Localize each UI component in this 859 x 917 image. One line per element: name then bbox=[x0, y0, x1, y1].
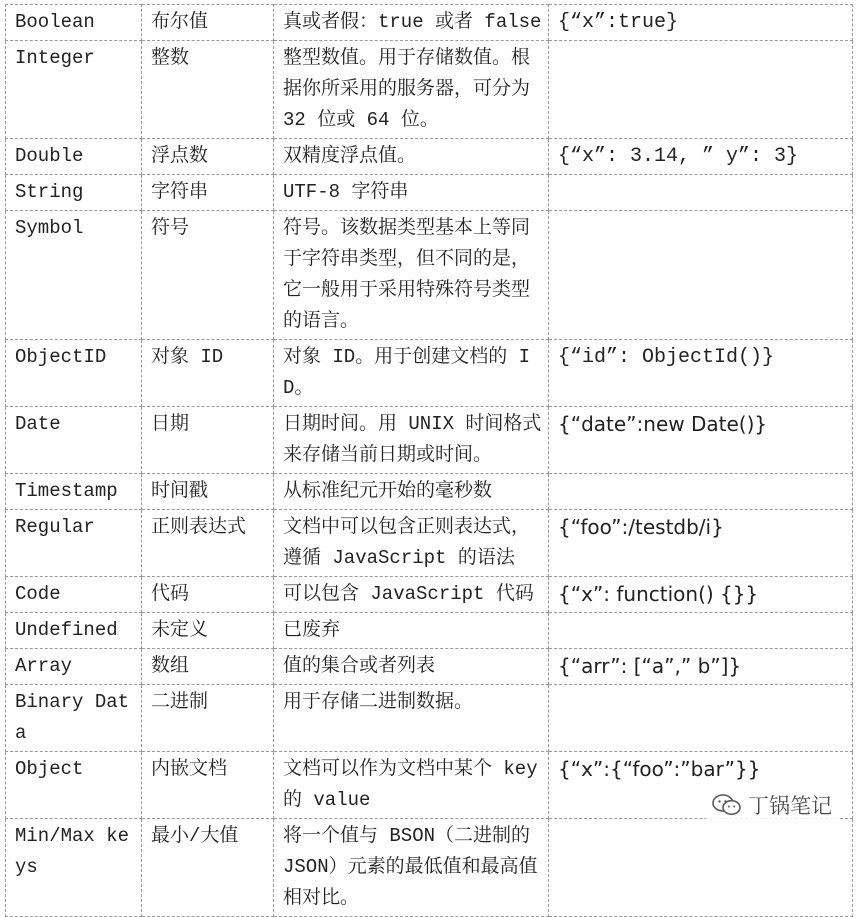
example-cell bbox=[549, 685, 853, 752]
type-cell: Binary Data bbox=[6, 685, 142, 752]
description-cell: 值的集合或者列表 bbox=[274, 649, 549, 685]
type-cell: Date bbox=[6, 407, 142, 474]
description-cell: UTF-8 字符串 bbox=[274, 175, 549, 211]
table-row bbox=[6, 340, 853, 407]
description-cell: 文档可以作为文档中某个 key 的 value bbox=[274, 752, 549, 819]
description-cell: 整型数值。用于存储数值。根据你所采用的服务器，可分为 32 位或 64 位。 bbox=[274, 41, 549, 139]
description-cell: 可以包含 JavaScript 代码 bbox=[274, 577, 549, 613]
example-cell: {“x”:true} bbox=[549, 5, 853, 41]
name-cell: 布尔值 bbox=[142, 5, 274, 41]
name-cell: 字符串 bbox=[142, 175, 274, 211]
table-row bbox=[6, 685, 853, 752]
type-cell: Undefined bbox=[6, 613, 142, 649]
description-cell: 将一个值与 BSON（二进制的 JSON）元素的最低值和最高值相对比。 bbox=[274, 819, 549, 917]
type-cell: String bbox=[6, 175, 142, 211]
example-cell bbox=[549, 175, 853, 211]
name-cell: 未定义 bbox=[142, 613, 274, 649]
example-cell: {“x”: function() {}} bbox=[549, 577, 853, 613]
example-cell: {“date”:new Date()} bbox=[549, 407, 853, 474]
example-cell bbox=[549, 474, 853, 510]
example-cell bbox=[549, 819, 853, 917]
table-row bbox=[6, 211, 853, 340]
name-cell: 代码 bbox=[142, 577, 274, 613]
type-cell: Double bbox=[6, 139, 142, 175]
name-cell: 整数 bbox=[142, 41, 274, 139]
bson-types-table bbox=[5, 4, 853, 917]
table-row bbox=[6, 474, 853, 510]
description-cell: 真或者假：true 或者 false bbox=[274, 5, 549, 41]
name-cell: 符号 bbox=[142, 211, 274, 340]
type-cell: Regular bbox=[6, 510, 142, 577]
example-cell: {“arr”: [“a”,” b”]} bbox=[549, 649, 853, 685]
description-cell: 日期时间。用 UNIX 时间格式来存储当前日期或时间。 bbox=[274, 407, 549, 474]
example-cell bbox=[549, 41, 853, 139]
name-cell: 二进制 bbox=[142, 685, 274, 752]
table-row bbox=[6, 175, 853, 211]
table-row bbox=[6, 819, 853, 917]
example-cell bbox=[549, 613, 853, 649]
description-cell: 对象 ID。用于创建文档的 ID。 bbox=[274, 340, 549, 407]
watermark-text: 丁锅笔记 bbox=[748, 794, 832, 818]
wechat-icon bbox=[712, 793, 742, 817]
type-cell: Symbol bbox=[6, 211, 142, 340]
name-cell: 正则表达式 bbox=[142, 510, 274, 577]
name-cell: 对象 ID bbox=[142, 340, 274, 407]
type-cell: ObjectID bbox=[6, 340, 142, 407]
name-cell: 最小/大值 bbox=[142, 819, 274, 917]
description-cell: 双精度浮点值。 bbox=[274, 139, 549, 175]
name-cell: 日期 bbox=[142, 407, 274, 474]
type-cell: Object bbox=[6, 752, 142, 819]
description-cell: 从标准纪元开始的毫秒数 bbox=[274, 474, 549, 510]
example-cell: {“id”: ObjectId()} bbox=[549, 340, 853, 407]
name-cell: 内嵌文档 bbox=[142, 752, 274, 819]
type-cell: Integer bbox=[6, 41, 142, 139]
description-cell: 用于存储二进制数据。 bbox=[274, 685, 549, 752]
description-cell: 已废弃 bbox=[274, 613, 549, 649]
example-cell: {“x”: 3.14, ” y”: 3} bbox=[549, 139, 853, 175]
type-cell: Boolean bbox=[6, 5, 142, 41]
type-cell: Array bbox=[6, 649, 142, 685]
description-cell: 符号。该数据类型基本上等同于字符串类型，但不同的是，它一般用于采用特殊符号类型的语言。 bbox=[274, 211, 549, 340]
table-row bbox=[6, 510, 853, 577]
table-row bbox=[6, 5, 853, 41]
table-row bbox=[6, 649, 853, 685]
table-row bbox=[6, 139, 853, 175]
example-cell: {“x”:{“foo”:”bar”}} bbox=[549, 752, 853, 819]
table-row bbox=[6, 41, 853, 139]
type-cell: Code bbox=[6, 577, 142, 613]
wechat-watermark bbox=[706, 788, 838, 822]
name-cell: 浮点数 bbox=[142, 139, 274, 175]
name-cell: 时间戳 bbox=[142, 474, 274, 510]
table-row bbox=[6, 613, 853, 649]
type-cell: Timestamp bbox=[6, 474, 142, 510]
example-cell bbox=[549, 211, 853, 340]
name-cell: 数组 bbox=[142, 649, 274, 685]
type-cell: Min/Max keys bbox=[6, 819, 142, 917]
description-cell: 文档中可以包含正则表达式，遵循 JavaScript 的语法 bbox=[274, 510, 549, 577]
table-row bbox=[6, 407, 853, 474]
table-row bbox=[6, 577, 853, 613]
example-cell: {“foo”:/testdb/i} bbox=[549, 510, 853, 577]
